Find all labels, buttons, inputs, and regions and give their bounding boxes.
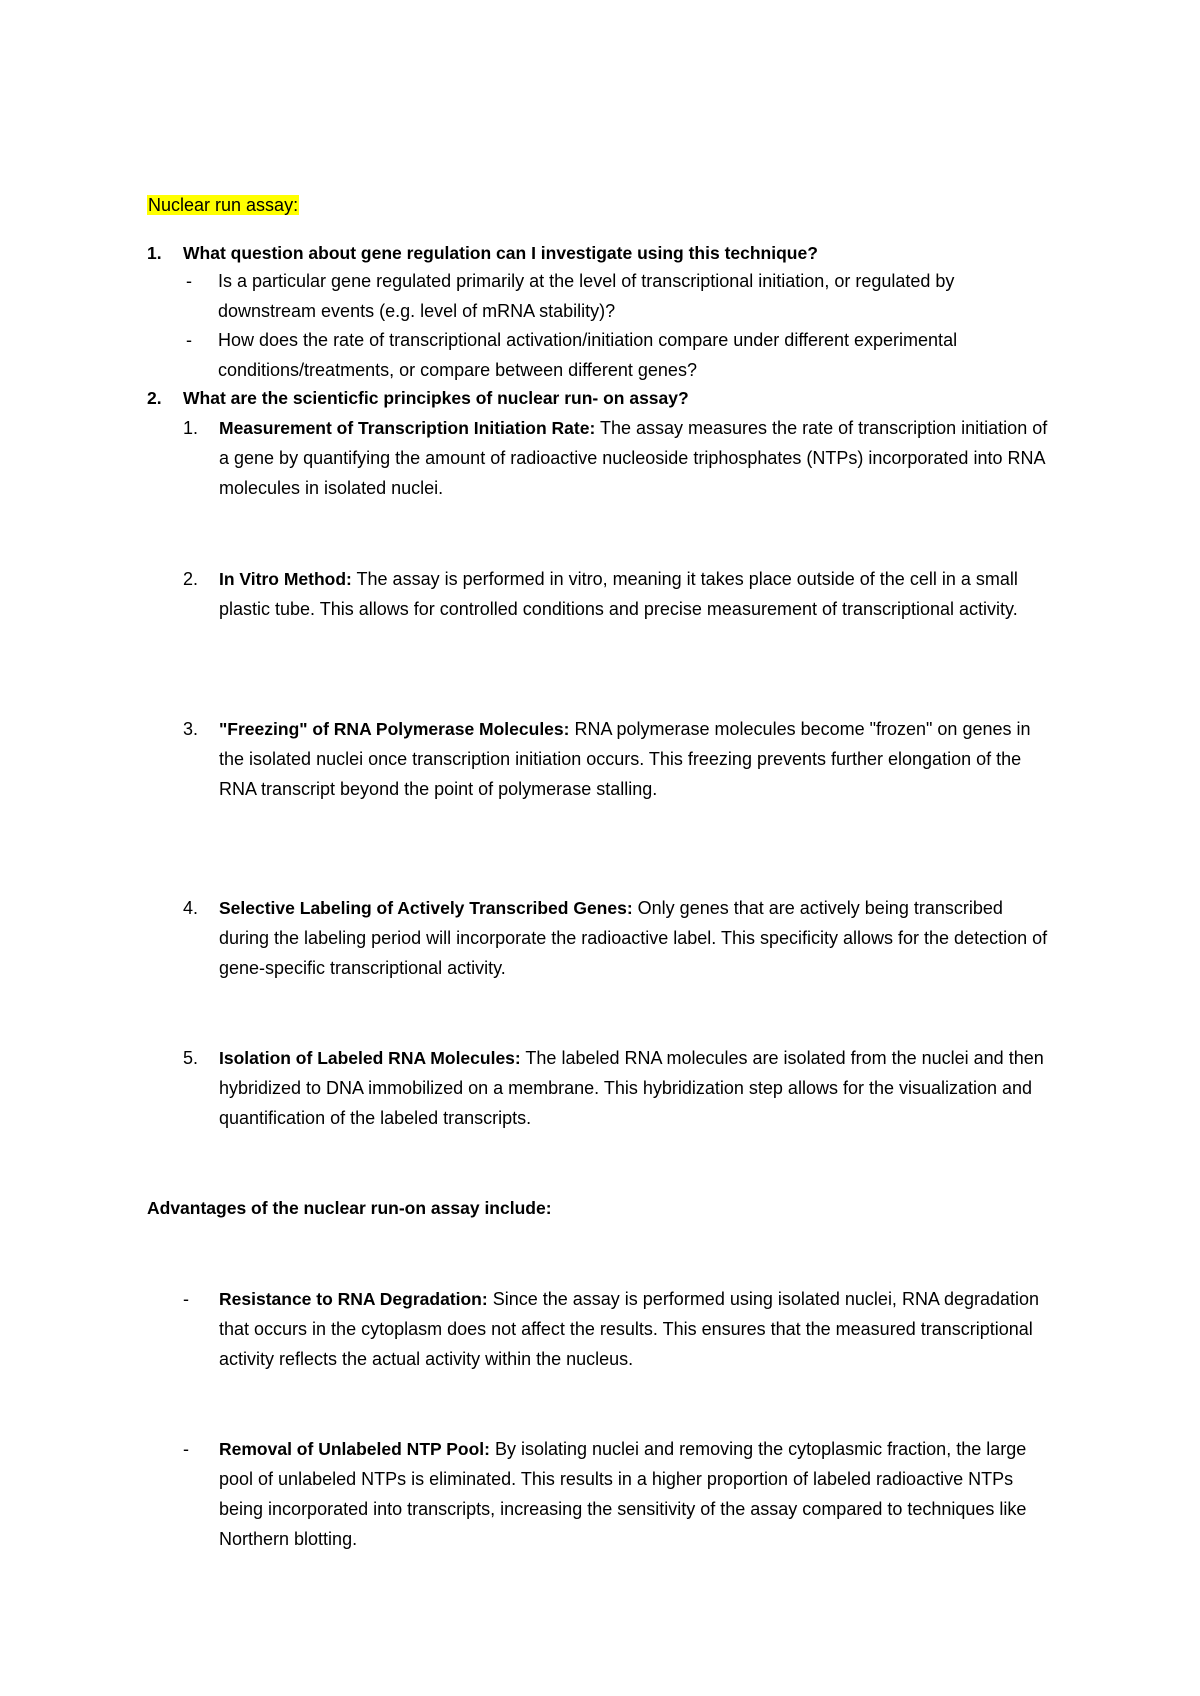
question-1 xyxy=(147,238,1047,268)
item-heading: In Vitro Method: xyxy=(219,569,352,589)
question-text: What are the scienticfic principkes of nuclear run- on assay? xyxy=(183,388,689,408)
dash-marker: - xyxy=(183,1439,189,1459)
principle-item-4 xyxy=(183,893,1053,983)
principle-item-1 xyxy=(183,413,1053,503)
item-heading: "Freezing" of RNA Polymerase Molecules: xyxy=(219,719,570,739)
bullet-text: Is a particular gene regulated primarily at the level of transcriptional initiation, or regulated by downstream events (e.g. level of mRNA stability)? xyxy=(218,271,955,321)
item-number: 2. xyxy=(183,569,199,589)
item-text: By isolating nuclei and removing the cytoplasmic fraction, the large pool of unlabeled NTPs is eliminated. This results in a higher proportion of labeled radioactive NTPs being incorporated into transcripts, increasing the sensitivity of the assay compared to techniques like Northern blotting. xyxy=(219,1439,1027,1549)
question-2 xyxy=(147,383,1047,413)
item-heading: Selective Labeling of Actively Transcribed Genes: xyxy=(219,898,633,918)
dash-marker: - xyxy=(186,271,192,291)
item-number: 5. xyxy=(183,1048,199,1068)
advantage-item-1 xyxy=(183,1284,1053,1374)
principle-item-3 xyxy=(183,714,1053,804)
q1-bullet-1 xyxy=(186,266,1046,326)
question-number: 2. xyxy=(147,388,162,408)
question-text: What question about gene regulation can I investigate using this technique? xyxy=(183,243,818,263)
item-number: 3. xyxy=(183,719,199,739)
question-number: 1. xyxy=(147,243,162,263)
dash-marker: - xyxy=(183,1289,189,1309)
item-text: RNA polymerase molecules become "frozen" on genes in the isolated nuclei once transcription initiation occurs. This freezing prevents further elongation of the RNA transcript beyond the point of polymerase stalling. xyxy=(219,719,1031,799)
item-text: Only genes that are actively being transcribed during the labeling period will incorporate the radioactive label. This specificity allows for the detection of gene-specific transcriptional activity. xyxy=(219,898,1048,978)
dash-marker: - xyxy=(186,330,192,350)
item-text: The assay is performed in vitro, meaning it takes place outside of the cell in a small plastic tube. This allows for controlled conditions and precise measurement of transcriptional activity. xyxy=(219,569,1018,619)
principle-item-2 xyxy=(183,564,1053,624)
item-text: The assay measures the rate of transcription initiation of a gene by quantifying the amount of radioactive nucleoside triphosphates (NTPs) incorporated into RNA molecules in isolated nuclei. xyxy=(219,418,1048,498)
item-text: The labeled RNA molecules are isolated from the nuclei and then hybridized to DNA immobilized on a membrane. This hybridization step allows for the visualization and quantification of the labeled transcripts. xyxy=(219,1048,1044,1128)
bullet-text: How does the rate of transcriptional activation/initiation compare under different experimental conditions/treatments, or compare between different genes? xyxy=(218,330,958,380)
item-heading: Resistance to RNA Degradation: xyxy=(219,1289,488,1309)
advantage-item-2 xyxy=(183,1434,1053,1554)
advantages-heading: Advantages of the nuclear run-on assay include: xyxy=(147,1198,552,1218)
item-text: Since the assay is performed using isolated nuclei, RNA degradation that occurs in the cytoplasm does not affect the results. This ensures that the measured transcriptional activity reflects the actual activity within the nucleus. xyxy=(219,1289,1040,1369)
q1-bullet-2 xyxy=(186,325,1046,385)
item-number: 1. xyxy=(183,418,199,438)
item-number: 4. xyxy=(183,898,199,918)
document-title: Nuclear run assay: xyxy=(148,195,299,215)
principle-item-5 xyxy=(183,1043,1053,1133)
item-heading: Removal of Unlabeled NTP Pool: xyxy=(219,1439,490,1459)
item-heading: Isolation of Labeled RNA Molecules: xyxy=(219,1048,521,1068)
item-heading: Measurement of Transcription Initiation Rate: xyxy=(219,418,596,438)
